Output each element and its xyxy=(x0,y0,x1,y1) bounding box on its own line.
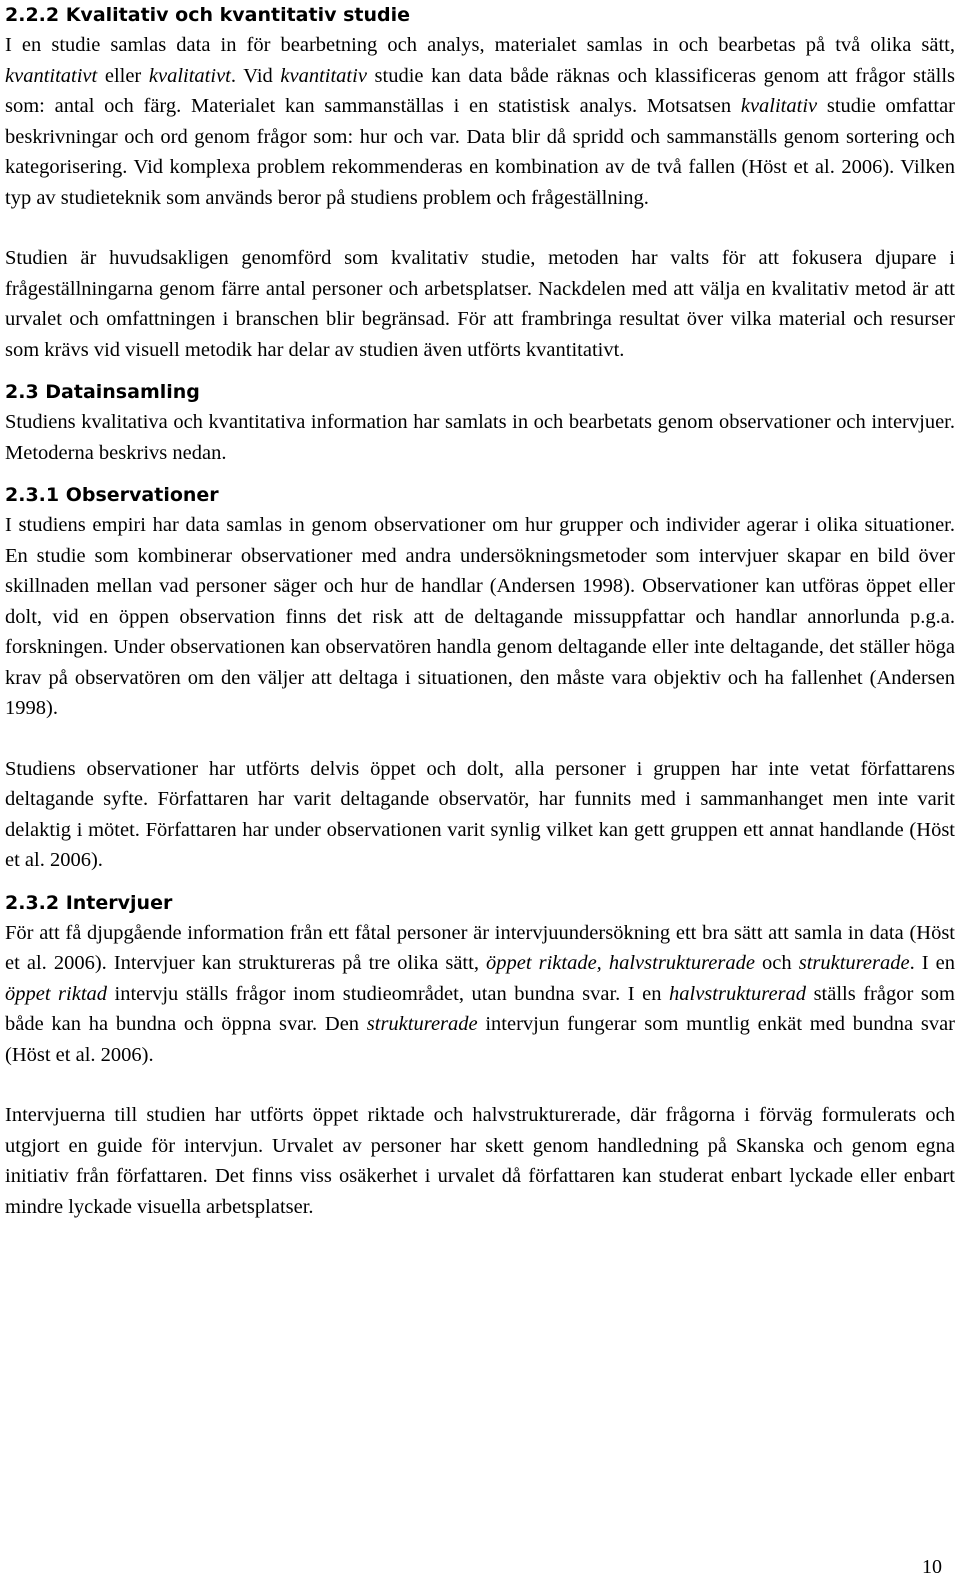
text-run: I en studie samlas data in för bearbetning och analys, materialet samlas in och bearbetas på två olika sätt, xyxy=(5,34,955,56)
paragraph-observationer-1: I studiens empiri har data samlas in genom observationer om hur grupper och individer agerar i olika situationer. En studie som kombinerar observationer med andra undersökningsmetoder som intervjuer skapar en bild över skillnaden mellan vad personer säger och hur de handlar (Andersen 1998). Observationer kan utföras öppet eller dolt, vid en öppen observation finns det risk att de deltagande missuppfattar och handlar annorlunda p.g.a. forskningen. Under observationen kan observatören handla genom deltagande eller inte deltagande, det ställer höga krav på observatören om den väljer att deltaga i situationen, den måste vara objektiv och ha fallenhet (Andersen 1998). xyxy=(5,514,955,719)
text-run: studie omfattar beskrivningar och ord genom frågor som: hur och var. Data blir då spridd och sammanställs genom sortering och kategorisering. Vid komplexa problem rekommenderas en kombination av de två fallen (Höst et al. 2006). Vilken typ av studieteknik som används beror på studiens problem och frågeställning. xyxy=(5,95,955,209)
italic-run: kvalitativt xyxy=(148,64,231,87)
italic-run: halvstrukturerad xyxy=(669,982,807,1005)
italic-run: öppet riktad xyxy=(5,982,108,1005)
italic-run: strukturerade xyxy=(798,952,910,974)
italic-run: kvantitativ xyxy=(280,64,367,87)
italic-run: öppet riktade, halvstrukturerade xyxy=(486,952,755,974)
text-run: intervjun fungerar som muntlig enkät med bundna svar (Höst et al. 2006). xyxy=(5,1013,955,1066)
italic-run: kvalitativ xyxy=(740,95,818,117)
page-number: 10 xyxy=(922,1556,942,1578)
italic-run: kvantitativt xyxy=(5,64,98,87)
paragraph-intervjuer-1 xyxy=(5,918,955,1071)
heading-observationer: 2.3.1 Observationer xyxy=(5,484,219,506)
heading-intervjuer: 2.3.2 Intervjuer xyxy=(5,891,173,914)
document-page xyxy=(5,0,955,1222)
text-run: ställs frågor som både kan ha bundna och öppna svar. Den xyxy=(5,982,955,1035)
text-run: För att få djupgående information från ett fåtal personer är intervjuundersökning ett bra sätt att samla in data (Höst et al. 2006). Intervjuer kan struktureras på tre olika sätt, xyxy=(5,921,955,974)
italic-run: strukturerade xyxy=(366,1013,478,1035)
paragraph-intervjuer-2: Intervjuerna till studien har utförts öppet riktade och halvstrukturerade, där frågorna i förväg formulerats och utgjort en guide för intervjun. Urvalet av personer har skett genom handledning på Skanska och genom egna initiativ från författaren. Det finns viss osäkerhet i urvalet då författaren kan studerat enbart lyckade eller enbart mindre lyckade visuella arbetsplatser. xyxy=(5,1104,955,1218)
paragraph-observationer-2: Studiens observationer har utförts delvis öppet och dolt, alla personer i gruppen har inte vetat författarens deltagande syfte. Författaren har varit deltagande observatör, har funnits med i sammanhanget men inte varit delaktig i mötet. Författaren har under observationen varit synlig vilket kan gett gruppen ett annat handlande (Höst et al. 2006). xyxy=(5,757,955,871)
text-run: studie kan data både räknas och klassificeras genom att frågor ställs som: antal och färg. Materialet kan sammanställas i en statistisk analys. Motsatsen xyxy=(5,64,956,117)
text-run: intervju ställs frågor inom studieområdet, utan bundna svar. I en xyxy=(107,982,670,1005)
text-run: eller xyxy=(97,64,149,87)
text-run: . Vid xyxy=(230,64,281,87)
paragraph-datainsamling: Studiens kvalitativa och kvantitativa information har samlats in och bearbetats genom observationer och intervjuer. Metoderna beskrivs nedan. xyxy=(5,411,955,464)
heading-datainsamling: 2.3 Datainsamling xyxy=(5,381,200,403)
text-run: och xyxy=(755,952,799,974)
paragraph-studie-intro xyxy=(5,30,955,213)
paragraph-studie-method: Studien är huvudsakligen genomförd som kvalitativ studie, metoden har valts för att fokusera djupare i frågeställningarna genom färre antal personer och arbetsplatser. Nackdelen med att välja en kvalitativ metod är att urvalet och omfattningen i branschen blir begränsad. För att frambringa resultat över vilka material och resurser som krävs vid visuell metodik har delar av studien även utförts kvantitativt. xyxy=(5,247,955,361)
heading-kvalitativ-kvantitativ: 2.2.2 Kvalitativ och kvantitativ studie xyxy=(5,4,411,26)
text-run: . I en xyxy=(909,952,955,974)
